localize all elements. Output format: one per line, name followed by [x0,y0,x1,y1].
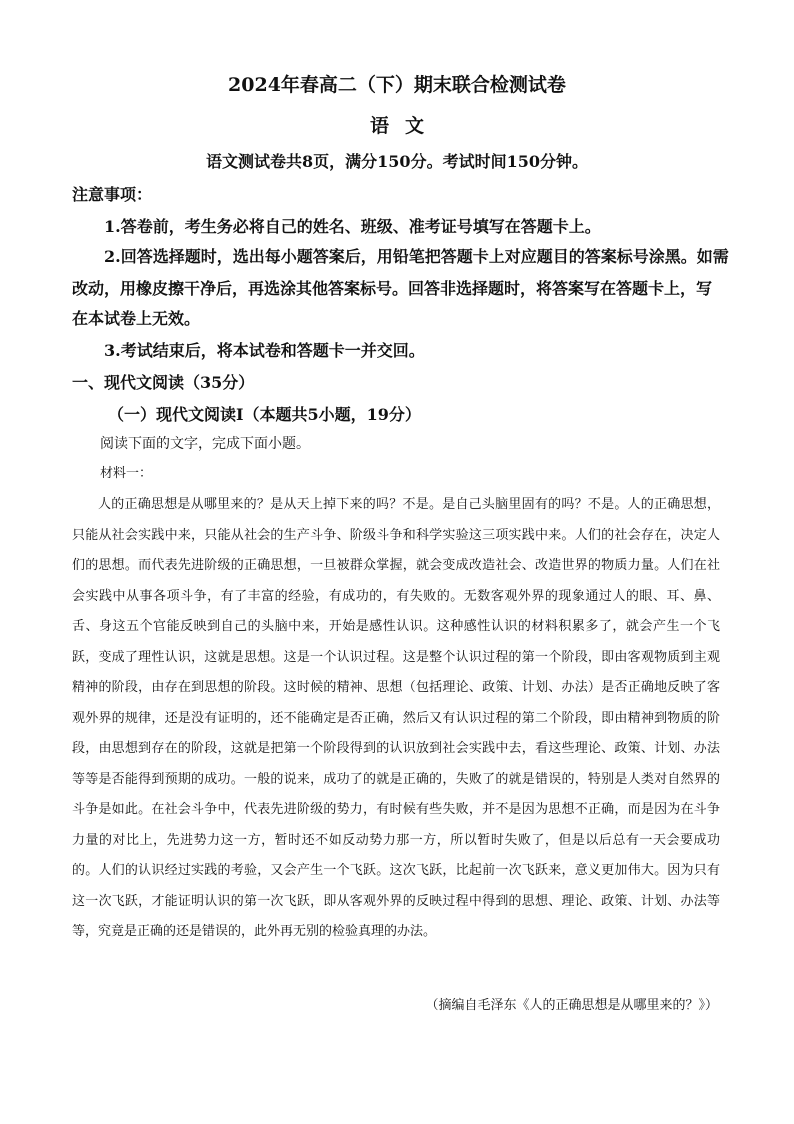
page-title: 2024年春高二（下）期末联合检测试卷 [228,74,566,96]
note-item-3: 3.考试结束后，将本试卷和答题卡一并交回。 [104,341,425,360]
section-heading: 一、现代文阅读（35分） [72,373,255,392]
exam-info: 语文测试卷共8页，满分150分。考试时间150分钟。 [206,152,588,171]
note-item-2-line-1: 2.回答选择题时，选出每小题答案后，用铅笔把答题卡上对应题目的答案标号涂黑。如需 [104,247,729,266]
source-citation: （摘编自毛泽东《人的正确思想是从哪里来的？》） [425,998,718,1013]
notes-heading: 注意事项： [72,185,153,204]
material-paragraph: 人的正确思想是从哪里来的？是从天上掉下来的吗？不是。是自己头脑里固有的吗？不是。人的正确思想，只能从社会实践中来，只能从社会的生产斗争、阶级斗争和科学实验这三项实践中来。人们的社会存在，决定人们的思想。而代表先进阶级的正确思想，一旦被群众掌握，就会变成改造社会、改造世界的物质力量。人们在社会实践中从事各项斗争，有了丰富的经验，有成功的，有失败的。无数客观外界的现象通过人的眼、耳、鼻、舌、身这五个官能反映到自己的头脑中来，开始是感性认识。这种感性认识的材料积累多了，就会产生一个飞跃，变成了理性认识，这就是思想。这是一个认识过程。这是整个认识过程的第一个阶段，即由客观物质到主观精神的阶段，由存在到思想的阶段。这时候的精神、思想（包括理论、政策、计划、办法）是否正确地反映了客观外界的规律，还是没有证明的，还不能确定是否正确，然后又有认识过程的第二个阶段，即由精神到物质的阶段，由思想到存在的阶段，这就是把第一个阶段得到的认识放到社会实践中去，看这些理论、政策、计划、办法等等是否能得到预期的成功。一般的说来，成功了的就是正确的，失败了的就是错误的，特别是人类对自然界的斗争是如此。在社会斗争中，代表先进阶级的势力，有时候有些失败，并不是因为思想不正确，而是因为在斗争力量的对比上，先进势力这一方，暂时还不如反动势力那一方，所以暂时失败了，但是以后总有一天会要成功的。人们的认识经过实践的考验，又会产生一个飞跃。这次飞跃，比起前一次飞跃来，意义更加伟大。因为只有这一次飞跃，才能证明认识的第一次飞跃，即从客观外界的反映过程中得到的思想、理论、政策、计划、办法等等，究竟是正确的还是错误的，此外再无别的检验真理的办法。 [72,497,720,939]
note-item-1: 1.答卷前，考生务必将自己的姓名、班级、准考证号填写在答题卡上。 [104,217,601,236]
note-item-2-line-3: 在本试卷上无效。 [72,309,201,328]
subsection-heading: （一）现代文阅读Ⅰ（本题共5小题，19分） [108,405,421,424]
material-label: 材料一： [100,466,153,481]
material-passage [72,490,720,948]
subject-title: 语文 [369,115,440,137]
instruction: 阅读下面的文字，完成下面小题。 [100,436,310,452]
note-item-2-line-2: 改动，用橡皮擦干净后，再选涂其他答案标号。回答非选择题时，将答案写在答题卡上，写 [72,279,713,298]
